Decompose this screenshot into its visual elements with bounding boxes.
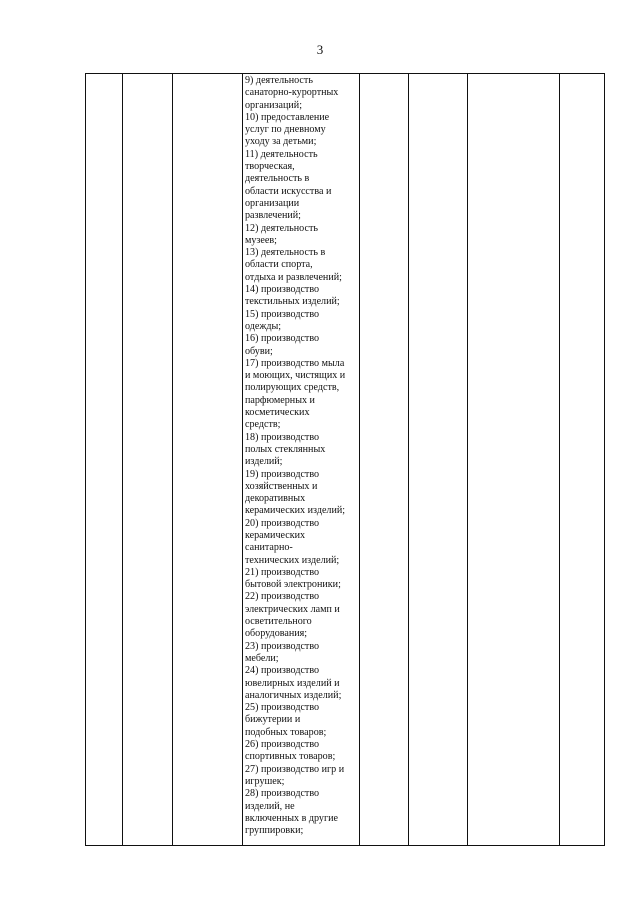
table	[85, 73, 605, 846]
list-item: 25) производство бижутерии и подобных товаров;	[245, 702, 327, 738]
column-divider	[122, 74, 123, 845]
column-divider	[172, 74, 173, 845]
list-item: 27) производство игр и игрушек;	[245, 763, 345, 787]
list-item: 13) деятельность в области спорта, отдыха и развлечений;	[245, 247, 342, 283]
list-item: 26) производство спортивных товаров;	[245, 739, 336, 763]
list-item: 24) производство ювелирных изделий и аналогичных изделий;	[245, 665, 342, 701]
column-divider	[559, 74, 560, 845]
list-item: 19) производство хозяйственных и декоративных керамических изделий;	[245, 468, 346, 517]
column-divider	[408, 74, 409, 845]
column-divider	[467, 74, 468, 845]
list-item: 17) производство мыла и моющих, чистящих и полирующих средств, парфюмерных и косметических средств;	[245, 357, 346, 431]
page-number: 3	[316, 42, 324, 57]
list-item: 9) деятельность санаторно-курортных организаций;	[245, 75, 339, 111]
list-item: 23) производство мебели;	[245, 640, 320, 664]
list-item: 28) производство изделий, не включенных в другие группировки;	[245, 788, 338, 837]
list-item: 15) производство одежды;	[245, 308, 320, 332]
list-item: 22) производство электрических ламп и осветительного оборудования;	[245, 591, 340, 640]
list-item: 16) производство обуви;	[245, 333, 320, 357]
activity-list-cell	[242, 74, 360, 837]
list-item: 12) деятельность музеев;	[245, 222, 318, 246]
list-item: 18) производство полых стеклянных изделий;	[245, 431, 326, 468]
list-item: 21) производство бытовой электроники;	[245, 566, 341, 591]
list-item: 14) производство текстильных изделий;	[245, 284, 340, 308]
list-item: 11) деятельность творческая, деятельность в области искусства и организации развлечений;	[245, 148, 332, 222]
list-item: 20) производство керамических санитарно- технических изделий;	[245, 517, 340, 566]
list-item: 10) предоставление услуг по дневному уходу за детьми;	[245, 111, 330, 148]
